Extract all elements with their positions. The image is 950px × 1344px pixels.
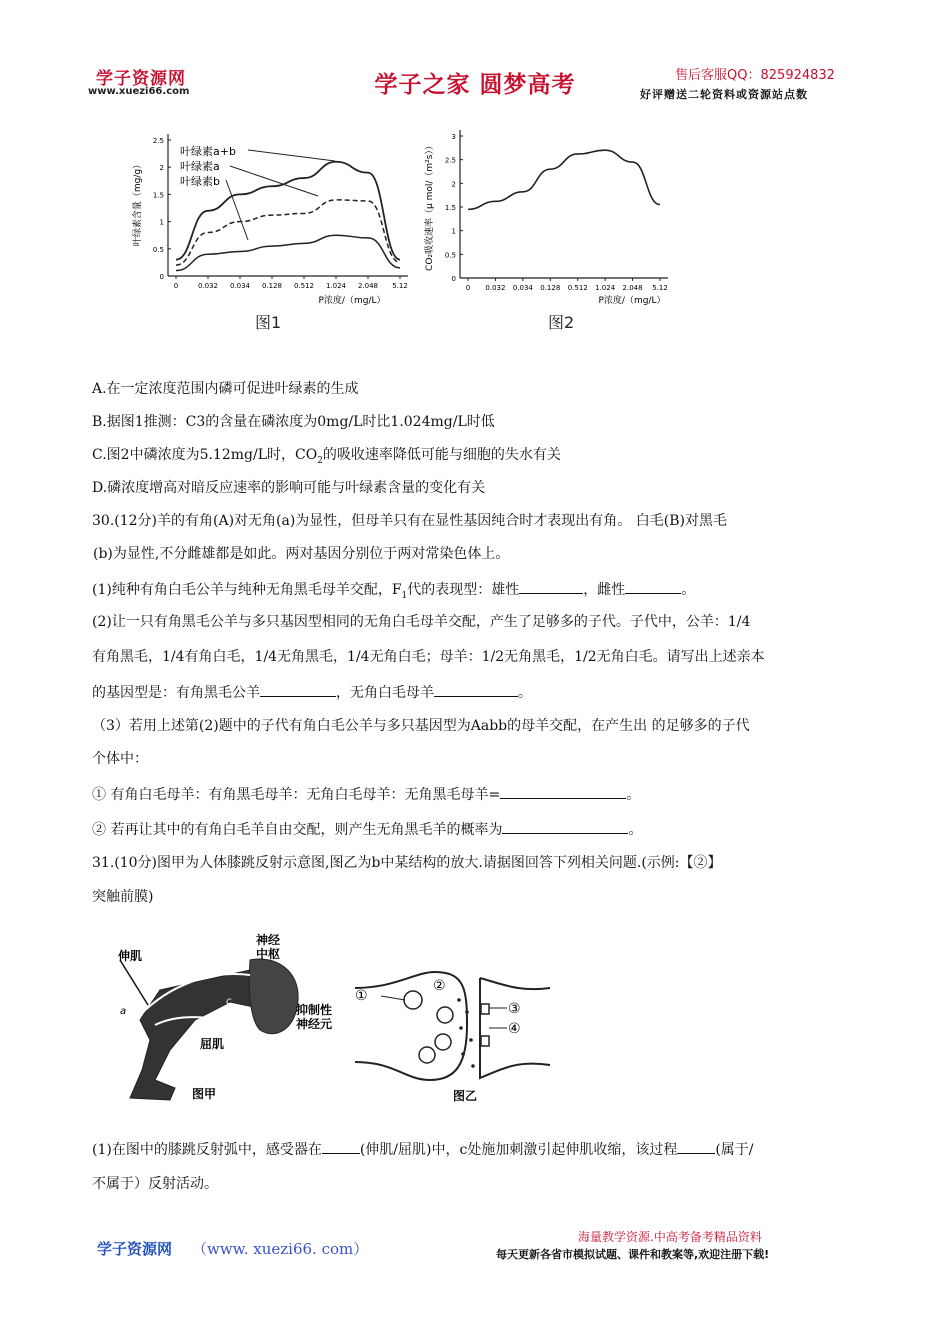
- y-tick-label: 0: [451, 275, 456, 283]
- fig1-legend-b: 叶绿素b: [180, 175, 220, 188]
- diagram-synapse: [355, 970, 555, 1105]
- q31-part1-line2: 不属于）反射活动。: [92, 1176, 218, 1192]
- x-tick-label: 0.512: [293, 282, 315, 290]
- y-tick-label: 0.5: [444, 251, 456, 260]
- q30-part1-pre: (1)纯种有角白毛公羊与纯种无角黑毛母羊交配，F: [92, 582, 402, 598]
- fig2-ylabel: CO₂吸收速率（μ mol/（m²s））: [425, 141, 435, 271]
- answer-blank-probability[interactable]: [502, 820, 628, 834]
- footer-update-note: 每天更新各省市模拟试题、课件和教案等,欢迎注册下载!: [496, 1248, 770, 1261]
- q30-part3-item1: [92, 785, 640, 804]
- caption-jia: 图甲: [192, 1087, 217, 1101]
- answer-blank-male[interactable]: [519, 580, 583, 594]
- q31-line2: 突触前膜): [92, 889, 154, 905]
- receptor: [481, 1004, 489, 1014]
- q30-part1-mid: 代的表现型：雄性: [407, 582, 520, 598]
- fig1-ylabel: 叶绿素含量（mg/g）: [133, 159, 143, 247]
- marker-4: ④: [508, 1021, 521, 1037]
- q30-part3-i2-text: ② 若再让其中的有角白毛羊自由交配，则产生无角黑毛羊的概率为: [92, 822, 503, 838]
- x-tick-label: 0: [465, 284, 471, 292]
- x-tick-label: 5.12: [652, 284, 668, 292]
- y-tick-label: 1.5: [444, 204, 456, 212]
- fig1-legend-ab: 叶绿素a+b: [180, 145, 236, 158]
- answer-blank-ratio[interactable]: [500, 785, 626, 799]
- q31-part1-b: (伸肌/屈肌)中，c处施加刺激引起伸肌收缩，该过程: [359, 1142, 678, 1158]
- x-tick-label: 2.048: [357, 282, 379, 290]
- label-quji: 屈肌: [200, 1037, 225, 1051]
- y-tick-label: 1: [159, 218, 164, 227]
- q30-part1-end: 。: [681, 582, 696, 598]
- x-tick-label: 2.048: [622, 284, 643, 292]
- option-c-sub: 2: [317, 455, 323, 466]
- caption-yi: 图乙: [453, 1089, 478, 1103]
- q30-part1-sub: 1: [401, 590, 408, 601]
- label-shenjingyuan: 神经元: [296, 1017, 333, 1031]
- y-tick-label: 2: [159, 164, 164, 173]
- q30-line2: (b)为显性,不分雌雄都是如此。两对基因分别位于两对常染色体上。: [93, 546, 510, 562]
- q30-line1: 30.(12分)羊的有角(A)对无角(a)为显性，但母羊只有在显性基因纯合时才表现出有角。 白毛(B)对黑毛: [92, 513, 727, 529]
- q30-part3-item2: [92, 820, 642, 839]
- answer-blank-female[interactable]: [625, 580, 681, 594]
- y-tick-label: 2: [451, 180, 456, 189]
- q30-part2-l3-end: 。: [518, 685, 532, 701]
- x-tick-label: 0: [173, 282, 179, 290]
- customer-service-qq: 售后客服QQ：825924832: [675, 68, 835, 83]
- spinal-cord-shape: [249, 959, 298, 1034]
- fig1-pointer-ab: [248, 150, 335, 161]
- marker-3: ③: [508, 1001, 521, 1017]
- q30-part2-line1: (2)让一只有角黑毛公羊与多只基因型相同的无角白毛母羊交配，产生了足够多的子代。子代中，公羊：1/4: [92, 614, 751, 630]
- y-tick-label: 0.5: [152, 245, 164, 254]
- fig1-legend-a: 叶绿素a: [180, 160, 220, 173]
- x-tick-label: 0.034: [512, 284, 533, 292]
- fig1-pointer-a: [230, 166, 318, 196]
- site-logo[interactable]: 学子资源网: [96, 69, 186, 89]
- q30-part3-line2: 个体中：: [92, 751, 148, 767]
- q30-part3-line1: （3）若用上述第(2)题中的子代有角白毛公羊与多只基因型为Aabb的母羊交配，在产生出 的足够多的子代: [92, 718, 750, 734]
- vesicle: [404, 991, 422, 1009]
- site-logo-url[interactable]: www.xuezi66.com: [88, 86, 190, 97]
- option-a: A.在一定浓度范围内磷可促进叶绿素的生成: [92, 381, 359, 397]
- promo-text: 好评赠送二轮资料或资源站点数: [640, 88, 808, 101]
- q30-part1: [92, 580, 695, 605]
- fig1-caption: 图1: [255, 313, 282, 332]
- q30-part2-l3-mid: ，无角白毛母羊: [336, 685, 434, 701]
- x-tick-label: 0.034: [229, 282, 251, 290]
- q31-part1-c: (属于/: [715, 1142, 754, 1158]
- x-tick-label: 1.024: [595, 284, 616, 292]
- q30-part3-i1-text: ① 有角白毛母羊：有角黑毛母羊：无角白毛母羊：无角黑毛母羊=: [92, 787, 501, 803]
- answer-blank-ram-genotype[interactable]: [260, 683, 336, 697]
- marker-2: ②: [433, 978, 446, 994]
- x-tick-label: 0.128: [540, 284, 561, 292]
- x-tick-label: 0.128: [261, 282, 283, 290]
- marker-1: ①: [355, 988, 368, 1004]
- q30-part3-i1-end: 。: [626, 787, 641, 803]
- label-zhongshu: 中枢: [256, 947, 281, 961]
- vesicle: [437, 1007, 453, 1023]
- series-line: [468, 150, 660, 209]
- label-yizhixing: 抑制性: [296, 1003, 333, 1017]
- y-tick-label: 1.5: [152, 191, 164, 200]
- fig2-xlabel: P浓度/（mg/L）: [598, 296, 666, 306]
- fig1-xlabel: P浓度/（mg/L）: [318, 296, 386, 306]
- y-tick-label: 2.5: [444, 156, 456, 165]
- q30-part2-line3: [92, 683, 532, 702]
- label-shenji: 伸肌: [118, 949, 143, 963]
- footer-site-name[interactable]: 学子资源网: [97, 1240, 173, 1258]
- option-d: D.磷浓度增高对暗反应速率的影响可能与叶绿素含量的变化有关: [92, 480, 486, 496]
- q30-part2-l3-pre: 的基因型是：有角黑毛公羊: [92, 685, 260, 701]
- option-c-pre: C.图2中磷浓度为5.12mg/L时，CO: [92, 447, 318, 463]
- y-tick-label: 1: [451, 227, 456, 236]
- pointer-shenji: [120, 960, 148, 1005]
- option-c-post: 的吸收速率降低可能与细胞的失水有关: [322, 447, 561, 463]
- x-tick-label: 0.512: [567, 284, 588, 292]
- footer-tagline: 海量教学资源.中高考备考精品资料: [578, 1230, 762, 1244]
- answer-blank-reflex[interactable]: [677, 1140, 715, 1154]
- x-tick-label: 0.032: [485, 284, 506, 292]
- chart-fig2: [420, 128, 680, 308]
- label-a: a: [120, 1006, 127, 1017]
- receptor: [481, 1036, 489, 1046]
- label-c: c: [226, 996, 232, 1007]
- series-line: [176, 200, 400, 265]
- option-c: [92, 446, 561, 470]
- fig2-caption: 图2: [548, 313, 575, 332]
- series-line: [176, 235, 400, 270]
- diagram-knee-reflex: [100, 930, 340, 1105]
- x-tick-label: 5.12: [392, 282, 408, 290]
- y-tick-label: 3: [451, 133, 456, 141]
- answer-blank-receptor[interactable]: [322, 1140, 360, 1154]
- q30-part1-mid2: ，雌性: [583, 582, 626, 598]
- answer-blank-ewe-genotype[interactable]: [434, 683, 518, 697]
- q31-line1: 31.(10分)图甲为人体膝跳反射示意图,图乙为b中某结构的放大.请据图回答下列相关问题.(示例:【②】: [92, 855, 722, 871]
- option-b: B.据图1推测：C3的含量在磷浓度为0mg/L时比1.024mg/L时低: [92, 414, 495, 430]
- q30-part3-i2-end: 。: [628, 822, 643, 838]
- x-tick-label: 1.024: [325, 282, 347, 290]
- chart-fig1: [130, 128, 420, 308]
- footer-site-url[interactable]: （www. xuezi66. com）: [192, 1240, 369, 1258]
- q31-part1-line1: [92, 1140, 754, 1159]
- presynaptic-terminal: [355, 972, 467, 1080]
- y-tick-label: 2.5: [152, 137, 164, 145]
- vesicle: [419, 1047, 435, 1063]
- label-shenjing: 神经: [256, 933, 281, 947]
- y-tick-label: 0: [159, 273, 164, 281]
- q31-part1-a: (1)在图中的膝跳反射弧中，感受器在: [92, 1142, 322, 1158]
- q30-part2-line2: 有角黑毛，1/4有角白毛，1/4无角黑毛，1/4无角白毛；母羊：1/2无角黑毛，1/2无角白毛。请写出上述亲本: [92, 649, 765, 665]
- fig1-pointer-b: [226, 180, 248, 240]
- x-tick-label: 0.032: [197, 282, 219, 290]
- vesicle: [435, 1034, 451, 1050]
- page-header-title: 学子之家 圆梦高考: [374, 72, 576, 98]
